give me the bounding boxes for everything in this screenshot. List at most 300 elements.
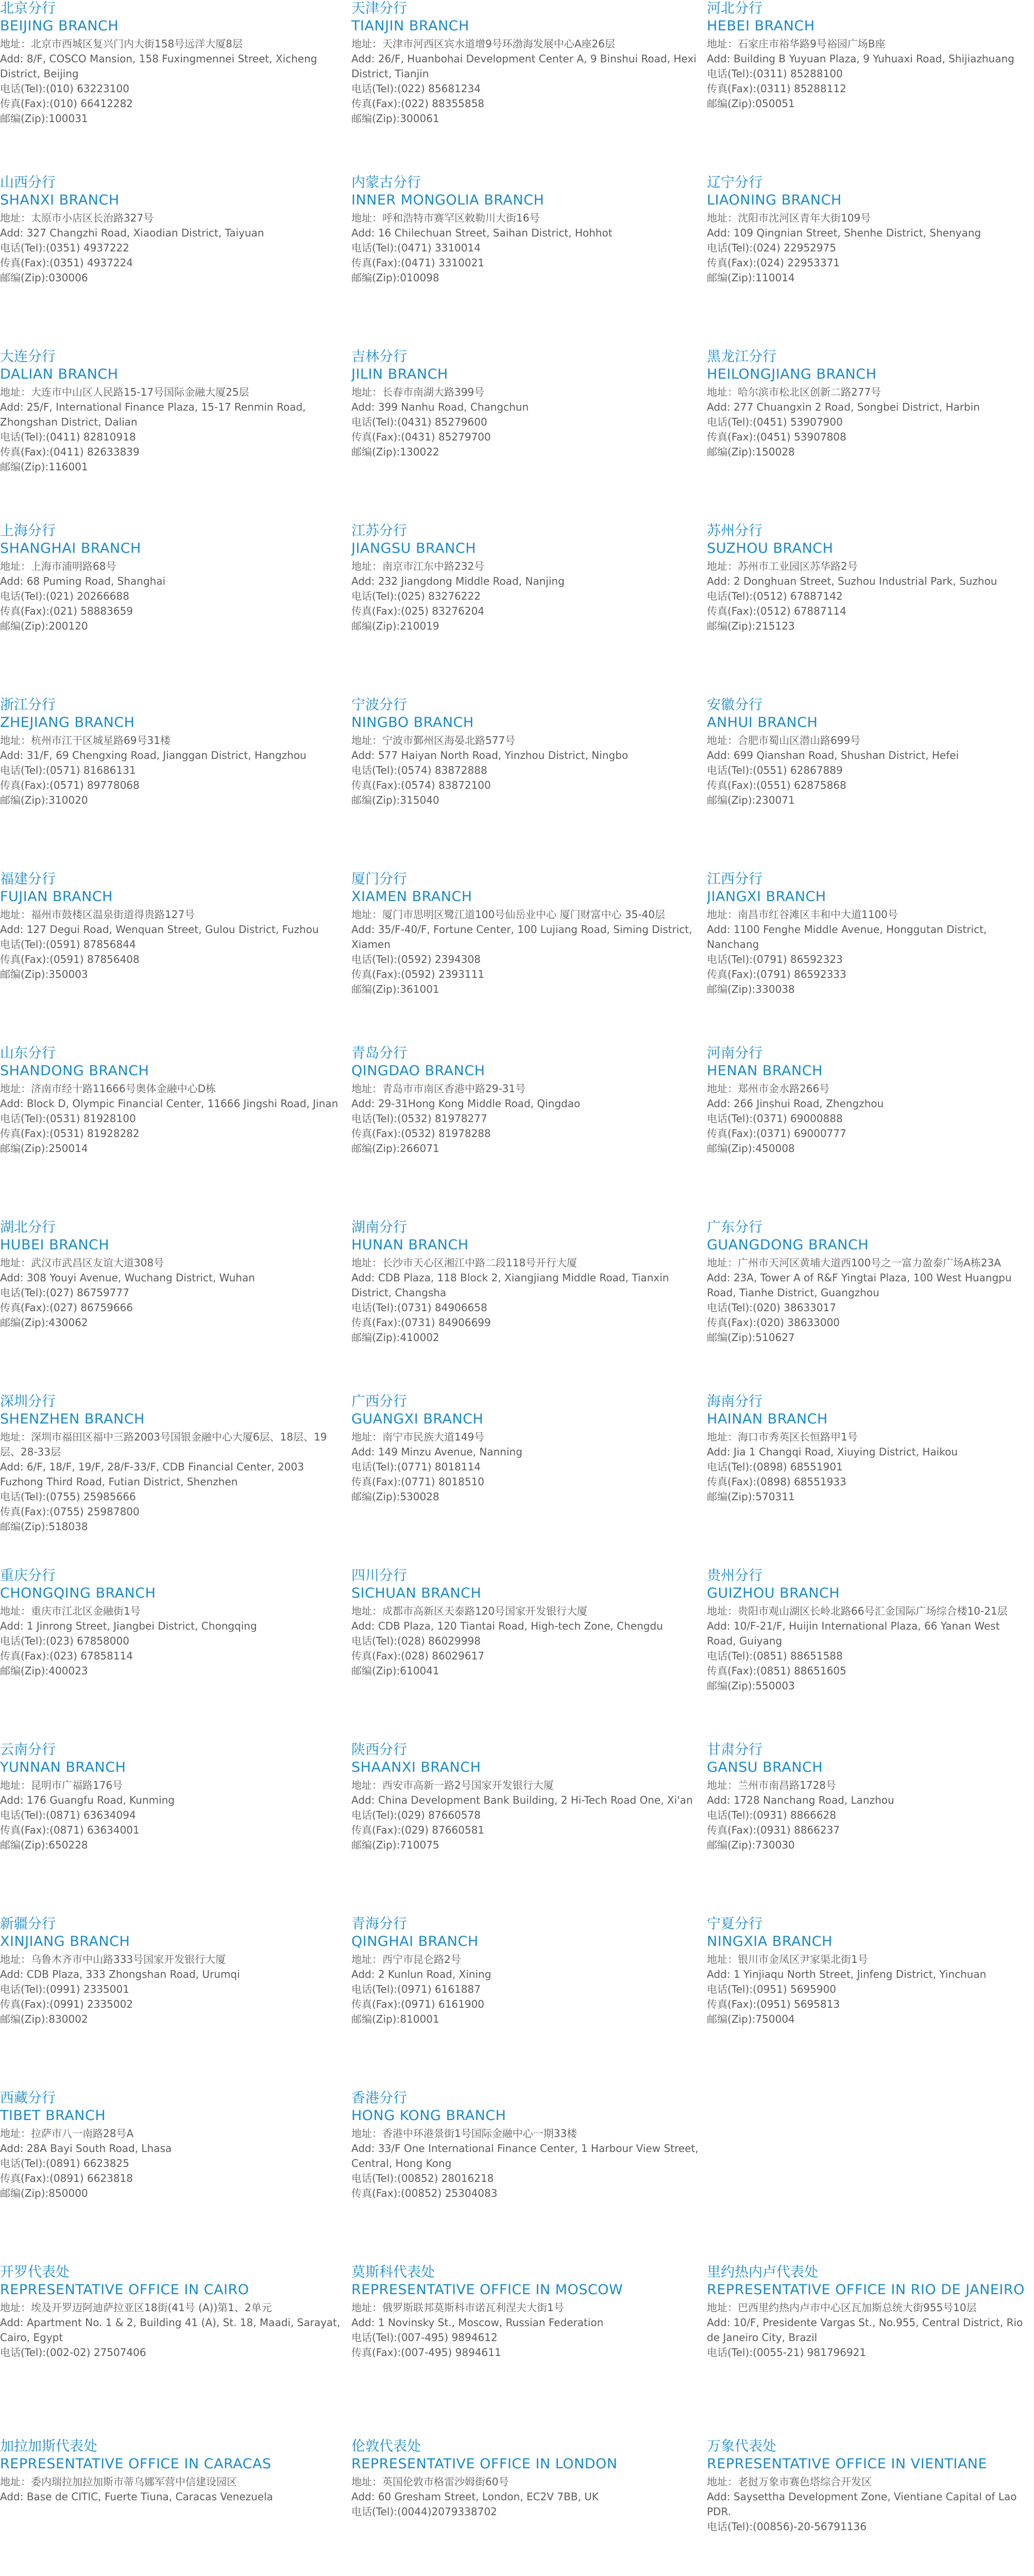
address-english: Add: Block D, Olympic Financial Center, 11666 Jingshi Road, Jinan [0,1097,338,1110]
phone-number: 电话(Tel):(0731) 84906658 [351,1301,487,1314]
zip-code: 邮编(Zip):510627 [707,1331,795,1344]
zip-code: 邮编(Zip):570311 [707,1490,795,1503]
phone-number: 电话(Tel):(021) 20266688 [0,590,129,602]
branch-name-english: DALIAN BRANCH [0,366,118,382]
address-english: Add: 2 Kunlun Road, Xining [351,1968,491,1980]
address-chinese: 地址：成都市高新区天泰路120号国家开发银行大厦 [351,1605,588,1617]
address-chinese: 地址：哈尔滨市松北区创新二路277号 [707,386,882,398]
branch-entry [707,348,1034,522]
branch-name-english: HEBEI BRANCH [707,18,815,34]
address-chinese: 地址：南京市江东中路232号 [351,560,485,572]
branch-name-english: HUBEI BRANCH [0,1237,110,1253]
branch-name-chinese: 辽宁分行 [707,175,762,191]
address-english: Add: 1 Novinsky St., Moscow, Russian Federation [351,2316,604,2329]
address-english: Add: China Development Bank Building, 2 Hi-Tech Road One, Xi'an [351,1794,693,1806]
branch-name-chinese: 香港分行 [351,2090,407,2106]
zip-code: 邮编(Zip):150028 [707,446,795,458]
address-chinese: 地址：西安市高新一路2号国家开发银行大厦 [351,1779,554,1791]
address-chinese: 地址：长沙市天心区湘江中路二段118号开行大厦 [351,1257,578,1269]
branch-entry [351,1219,707,1393]
branch-name-chinese: 西藏分行 [0,2090,56,2106]
zip-code: 邮编(Zip):530028 [351,1490,439,1503]
zip-code: 邮编(Zip):050051 [707,97,795,110]
branch-name-english: SHENZHEN BRANCH [0,1411,145,1427]
address-chinese: 地址：埃及开罗迈阿迪萨拉亚区18街(41号 (A))第1、2单元 [0,2301,272,2314]
address-english: Add: 68 Puming Road, Shanghai [0,575,166,587]
branch-name-chinese: 北京分行 [0,1,56,16]
address-chinese: 地址：深圳市福田区福中三路2003号国银金融中心大厦6层、18层、19层、28-33层 [0,1431,327,1458]
address-chinese: 地址：拉萨市八一南路28号A [0,2127,134,2140]
branch-name-chinese: 莫斯科代表处 [351,2264,435,2280]
fax-number: 传真(Fax):(0771) 8018510 [351,1476,485,1488]
address-english: Add: 26/F, Huanbohai Development Center A, 9 Binshui Road, Hexi District, Tianjin [351,53,697,80]
fax-number: 传真(Fax):(0755) 25987800 [0,1505,140,1518]
phone-number: 电话(Tel):(0551) 62867889 [707,764,843,776]
address-chinese: 地址：武汉市武昌区友谊大道308号 [0,1257,164,1269]
phone-number: 电话(Tel):(027) 86759777 [0,1286,129,1299]
address-english: Add: 16 Chilechuan Street, Saihan District, Hohhot [351,227,613,239]
zip-code: 邮编(Zip):730030 [707,1839,795,1851]
address-english: Add: 10/F-21/F, Huijin International Plaza, 66 Yanan West Road, Guiyang [707,1620,1000,1647]
address-chinese: 地址：郑州市金水路266号 [707,1082,830,1095]
branch-name-chinese: 江苏分行 [351,523,407,539]
fax-number: 传真(Fax):(023) 67858114 [0,1650,133,1662]
address-english: Add: 1100 Fenghe Middle Avenue, Honggutan District, Nanchang [707,923,987,951]
branch-name-chinese: 宁波分行 [351,697,407,713]
fax-number: 传真(Fax):(0551) 62875868 [707,779,846,791]
representative-office-entry [351,2438,707,2576]
address-english: Add: 25/F, International Finance Plaza, 15-17 Renmin Road, Zhongshan District, Dalian [0,401,306,428]
branch-entry [0,1741,351,1916]
branch-name-chinese: 四川分行 [351,1568,407,1584]
branch-name-chinese: 厦门分行 [351,871,407,887]
phone-number: 电话(Tel):(010) 63223100 [0,82,129,95]
branch-entry [0,522,351,697]
branch-name-chinese: 山西分行 [0,175,56,191]
branch-entry [707,1045,1034,1219]
branch-name-chinese: 万象代表处 [707,2438,776,2454]
branch-entry [0,174,351,348]
address-english: Add: 109 Qingnian Street, Shenhe District, Shenyang [707,227,981,239]
address-english: Add: 1 Jinrong Street, Jiangbei District, Chongqing [0,1620,257,1632]
fax-number: 传真(Fax):(024) 22953371 [707,257,840,269]
zip-code: 邮编(Zip):450008 [707,1142,795,1155]
branch-name-english: REPRESENTATIVE OFFICE IN CAIRO [0,2282,249,2298]
phone-number: 电话(Tel):(0971) 6161887 [351,1983,481,1995]
branch-name-english: XINJIANG BRANCH [0,1934,130,1950]
phone-number: 电话(Tel):(00856)-20-56791136 [707,2520,867,2533]
fax-number: 传真(Fax):(0851) 88651605 [707,1665,846,1677]
branch-entry [351,1567,707,1741]
fax-number: 传真(Fax):(0512) 67887114 [707,605,846,617]
phone-number: 电话(Tel):(0055-21) 981796921 [707,2346,867,2359]
phone-number: 电话(Tel):(007-495) 9894612 [351,2331,498,2344]
fax-number: 传真(Fax):(0431) 85279700 [351,431,491,443]
phone-number: 电话(Tel):(0532) 81978277 [351,1112,487,1125]
phone-number: 电话(Tel):(023) 67858000 [0,1635,129,1647]
address-english: Add: Apartment No. 1 & 2, Building 41 (A), St. 18, Maadi, Sarayat, Cairo, Egypt [0,2316,341,2344]
fax-number: 传真(Fax):(0991) 2335002 [0,1998,133,2010]
fax-number: 传真(Fax):(027) 86759666 [0,1301,133,1314]
fax-number: 传真(Fax):(0791) 86592333 [707,968,846,980]
branch-name-chinese: 宁夏分行 [707,1916,762,1932]
branch-name-english: GUANGDONG BRANCH [707,1237,869,1253]
branch-name-english: YUNNAN BRANCH [0,1759,126,1775]
branch-name-chinese: 甘肃分行 [707,1742,762,1758]
zip-code: 邮编(Zip):830002 [0,2013,88,2025]
branch-name-chinese: 陕西分行 [351,1742,407,1758]
branch-entry [0,1045,351,1219]
branch-name-english: JIANGXI BRANCH [707,889,826,905]
address-english: Add: 149 Minzu Avenue, Nanning [351,1446,522,1458]
address-chinese: 地址：杭州市江干区城星路69号31楼 [0,734,171,747]
address-english: Add: CDB Plaza, 118 Block 2, Xiangjiang Middle Road, Tianxin District, Changsha [351,1272,669,1299]
branch-entry [0,2090,351,2264]
address-chinese: 地址：巴西里约热内卢市中心区瓦加斯总统大街955号10层 [707,2301,977,2314]
branch-entry [0,0,351,174]
address-english: Add: 277 Chuangxin 2 Road, Songbei District, Harbin [707,401,980,413]
branch-name-english: SHANXI BRANCH [0,192,120,208]
zip-code: 邮编(Zip):810001 [351,2013,439,2025]
fax-number: 传真(Fax):(0311) 85288112 [707,82,846,95]
fax-number: 传真(Fax):(0871) 63634001 [0,1824,140,1836]
zip-code: 邮编(Zip):200120 [0,620,88,632]
phone-number: 电话(Tel):(0931) 8866628 [707,1809,836,1821]
branch-entry [0,348,351,522]
address-chinese: 地址：南昌市红谷滩区丰和中大道1100号 [707,908,898,921]
branch-name-english: REPRESENTATIVE OFFICE IN CARACAS [0,2456,272,2472]
address-chinese: 地址：香港中环港景街1号国际金融中心一期33楼 [351,2127,578,2140]
phone-number: 电话(Tel):(0351) 4937222 [0,242,129,254]
address-english: Add: CDB Plaza, 333 Zhongshan Road, Urumqi [0,1968,240,1980]
address-chinese: 地址：英国伦敦市格雷沙姆街60号 [351,2476,509,2488]
branch-name-english: TIBET BRANCH [0,2108,106,2124]
address-english: Add: 577 Haiyan North Road, Yinzhou District, Ningbo [351,749,629,761]
branch-name-english: JILIN BRANCH [351,366,448,382]
zip-code: 邮编(Zip):610041 [351,1665,439,1677]
zip-code: 邮编(Zip):230071 [707,794,795,806]
address-english: Add: 399 Nanhu Road, Changchun [351,401,529,413]
fax-number: 传真(Fax):(025) 83276204 [351,605,485,617]
zip-code: 邮编(Zip):215123 [707,620,795,632]
zip-code: 邮编(Zip):400023 [0,1665,88,1677]
phone-number: 电话(Tel):(0411) 82810918 [0,431,136,443]
branch-name-english: GANSU BRANCH [707,1759,823,1775]
branch-name-chinese: 黑龙江分行 [707,349,776,365]
address-chinese: 地址：广州市天河区黄埔大道西100号之一富力盈泰广场A栋23A [707,1257,1001,1269]
phone-number: 电话(Tel):(00852) 28016218 [351,2172,494,2184]
branch-name-english: SHANDONG BRANCH [0,1063,149,1079]
branch-name-chinese: 开罗代表处 [0,2264,70,2280]
branch-entry [707,1567,1034,1741]
address-chinese: 地址：长春市南湖大路399号 [351,386,485,398]
branch-name-english: SHANGHAI BRANCH [0,540,141,556]
branch-name-chinese: 广西分行 [351,1394,407,1410]
branch-entry [351,697,707,871]
address-chinese: 地址：上海市浦明路68号 [0,560,116,572]
zip-code: 邮编(Zip):330038 [707,983,795,995]
address-english: Add: 232 Jiangdong Middle Road, Nanjing [351,575,565,587]
zip-code: 邮编(Zip):266071 [351,1142,439,1155]
address-chinese: 地址：石家庄市裕华路9号裕园广场B座 [707,38,886,50]
fax-number: 传真(Fax):(020) 38633000 [707,1316,840,1329]
branch-name-english: NINGXIA BRANCH [707,1934,833,1950]
branch-entry [707,1219,1034,1393]
branch-name-chinese: 大连分行 [0,349,56,365]
branch-name-english: QINGDAO BRANCH [351,1063,485,1079]
address-chinese: 地址：青岛市市南区香港中路29-31号 [351,1082,526,1095]
address-chinese: 地址：海口市秀英区长恒路甲1号 [707,1431,858,1443]
address-english: Add: 2 Donghuan Street, Suzhou Industrial Park, Suzhou [707,575,997,587]
address-chinese: 地址：沈阳市沈河区青年大街109号 [707,212,871,224]
branch-entry [351,1045,707,1219]
branch-entry [707,871,1034,1045]
fax-number: 传真(Fax):(0571) 89778068 [0,779,140,791]
fax-number: 传真(Fax):(0951) 5695813 [707,1998,840,2010]
phone-number: 电话(Tel):(028) 86029998 [351,1635,481,1647]
branch-name-chinese: 浙江分行 [0,697,56,713]
phone-number: 电话(Tel):(0512) 67887142 [707,590,843,602]
branch-name-chinese: 新疆分行 [0,1916,56,1932]
branch-name-english: QINGHAI BRANCH [351,1934,479,1950]
address-english: Add: 327 Changzhi Road, Xiaodian District, Taiyuan [0,227,264,239]
zip-code: 邮编(Zip):315040 [351,794,439,806]
phone-number: 电话(Tel):(0591) 87856844 [0,938,136,951]
branch-entry [351,1741,707,1916]
phone-number: 电话(Tel):(0791) 86592323 [707,953,843,965]
address-english: Add: 23A, Tower A of R&F Yingtai Plaza, 100 West Huangpu Road, Tianhe District, Guangzhou [707,1272,1012,1299]
branch-name-english: GUIZHOU BRANCH [707,1585,840,1601]
address-english: Add: Base de CITIC, Fuerte Tiuna, Caracas Venezuela [0,2490,273,2503]
address-english: Add: 28A Bayi South Road, Lhasa [0,2142,172,2155]
address-chinese: 地址：重庆市江北区金融街1号 [0,1605,141,1617]
branch-name-chinese: 江西分行 [707,871,762,887]
branch-name-english: TIANJIN BRANCH [351,18,469,34]
branch-name-chinese: 山东分行 [0,1045,56,1061]
branch-name-english: HONG KONG BRANCH [351,2108,506,2124]
branch-name-chinese: 重庆分行 [0,1568,56,1584]
address-chinese: 地址：厦门市思明区鹭江道100号仙岳业中心 厦门财富中心 35-40层 [351,908,666,921]
address-english: Add: 1728 Nanchang Road, Lanzhou [707,1794,894,1806]
zip-code: 邮编(Zip):130022 [351,446,439,458]
branch-name-english: REPRESENTATIVE OFFICE IN VIENTIANE [707,2456,988,2472]
branch-entry [707,522,1034,697]
branch-name-chinese: 湖北分行 [0,1219,56,1235]
branch-entry [707,1916,1034,2090]
branch-entry [0,1567,351,1741]
zip-code: 邮编(Zip):116001 [0,461,88,473]
zip-code: 邮编(Zip):310020 [0,794,88,806]
branch-name-english: SICHUAN BRANCH [351,1585,482,1601]
address-english: Add: 6/F, 18/F, 19/F, 28/F-33/F, CDB Financial Center, 2003 Fuzhong Third Road, Futian District, Shenzhen [0,1461,304,1488]
address-english: Add: 60 Gresham Street, London, EC2V 7BB, UK [351,2490,599,2503]
branch-entry [707,174,1034,348]
fax-number: 传真(Fax):(0898) 68551933 [707,1476,846,1488]
address-chinese: 地址：老挝万象市赛色塔综合开发区 [707,2476,872,2488]
branch-name-english: REPRESENTATIVE OFFICE IN MOSCOW [351,2282,623,2298]
address-english: Add: 29-31Hong Kong Middle Road, Qingdao [351,1097,581,1110]
fax-number: 传真(Fax):(0574) 83872100 [351,779,491,791]
zip-code: 邮编(Zip):430062 [0,1316,88,1329]
fax-number: 传真(Fax):(007-495) 9894611 [351,2346,501,2359]
address-english: Add: 266 Jinshui Road, Zhengzhou [707,1097,884,1110]
branch-name-chinese: 海南分行 [707,1394,762,1410]
address-chinese: 地址：合肥市蜀山区潜山路699号 [707,734,861,747]
branch-name-chinese: 河南分行 [707,1045,762,1061]
branch-entry [351,2090,707,2264]
branch-name-chinese: 贵州分行 [707,1568,762,1584]
branch-name-english: LIAONING BRANCH [707,192,842,208]
branch-entry [351,871,707,1045]
zip-code: 邮编(Zip):710075 [351,1839,439,1851]
fax-number: 传真(Fax):(0411) 82633839 [0,446,140,458]
fax-number: 传真(Fax):(0371) 69000777 [707,1127,846,1140]
representative-office-entry [707,2438,1034,2576]
branch-name-english: CHONGQING BRANCH [0,1585,156,1601]
zip-code: 邮编(Zip):010098 [351,272,439,284]
branch-entry [351,174,707,348]
branch-name-english: FUJIAN BRANCH [0,889,113,905]
branch-name-english: HEILONGJIANG BRANCH [707,366,877,382]
zip-code: 邮编(Zip):550003 [707,1680,795,1692]
zip-code: 邮编(Zip):410002 [351,1331,439,1344]
phone-number: 电话(Tel):(029) 87660578 [351,1809,481,1821]
fax-number: 传真(Fax):(0531) 81928282 [0,1127,140,1140]
branch-name-english: ANHUI BRANCH [707,715,818,731]
address-chinese: 地址：福州市鼓楼区温泉街道得贵路127号 [0,908,195,921]
address-chinese: 地址：济南市经十路11666号奥体金融中心D栋 [0,1082,216,1095]
branch-name-chinese: 安徽分行 [707,697,762,713]
address-english: Add: 176 Guangfu Road, Kunming [0,1794,175,1806]
branch-name-english: INNER MONGOLIA BRANCH [351,192,545,208]
address-english: Add: 35/F-40/F, Fortune Center, 100 Lujiang Road, Siming District, Xiamen [351,923,692,951]
branch-name-chinese: 吉林分行 [351,349,407,365]
phone-number: 电话(Tel):(025) 83276222 [351,590,481,602]
branch-name-chinese: 云南分行 [0,1742,56,1758]
phone-number: 电话(Tel):(0311) 85288100 [707,67,843,80]
branch-name-english: JIANGSU BRANCH [351,540,477,556]
branch-name-chinese: 河北分行 [707,1,762,16]
fax-number: 传真(Fax):(0471) 3310021 [351,257,485,269]
phone-number: 电话(Tel):(024) 22952975 [707,242,836,254]
phone-number: 电话(Tel):(0592) 2394308 [351,953,481,965]
fax-number: 传真(Fax):(00852) 25304083 [351,2187,498,2199]
branch-entry [0,697,351,871]
phone-number: 电话(Tel):(0431) 85279600 [351,416,487,428]
fax-number: 传真(Fax):(0532) 81978288 [351,1127,491,1140]
representative-office-entry [351,2264,707,2438]
zip-code: 邮编(Zip):110014 [707,272,795,284]
address-chinese: 地址：大连市中山区人民路15-17号国际金融大厦25层 [0,386,249,398]
address-chinese: 地址：昆明市广福路176号 [0,1779,123,1791]
branch-name-chinese: 内蒙古分行 [351,175,421,191]
address-english: Add: 308 Youyi Avenue, Wuchang District, Wuhan [0,1272,255,1284]
branch-entry [0,871,351,1045]
branch-name-english: GUANGXI BRANCH [351,1411,484,1427]
address-chinese: 地址：乌鲁木齐市中山路333号国家开发银行大厦 [0,1953,226,1965]
fax-number: 传真(Fax):(0891) 6623818 [0,2172,133,2184]
phone-number: 电话(Tel):(0771) 8018114 [351,1461,481,1473]
branch-entry [351,1916,707,2090]
address-chinese: 地址：太原市小店区长治路327号 [0,212,154,224]
fax-number: 传真(Fax):(021) 58883659 [0,605,133,617]
address-english: Add: 1 Yinjiaqu North Street, Jinfeng District, Yinchuan [707,1968,987,1980]
phone-number: 电话(Tel):(020) 38633017 [707,1301,836,1314]
branch-entry [351,1393,707,1567]
address-english: Add: 8/F, COSCO Mansion, 158 Fuxingmennei Street, Xicheng District, Beijing [0,53,317,80]
address-chinese: 地址：俄罗斯联邦莫斯科市诺瓦利涅夫大街1号 [351,2301,564,2314]
branch-name-english: NINGBO BRANCH [351,715,474,731]
zip-code: 邮编(Zip):030006 [0,272,88,284]
branch-name-english: HUNAN BRANCH [351,1237,469,1253]
address-english: Add: 31/F, 69 Chengxing Road, Jianggan District, Hangzhou [0,749,307,761]
zip-code: 邮编(Zip):518038 [0,1520,88,1533]
branch-name-chinese: 青岛分行 [351,1045,407,1061]
branch-entry [707,1741,1034,1916]
address-chinese: 地址：委内瑞拉加拉加斯市蒂乌娜军营中信建设园区 [0,2476,237,2488]
branch-entry [0,1916,351,2090]
fax-number: 传真(Fax):(028) 86029617 [351,1650,485,1662]
branch-name-chinese: 天津分行 [351,1,407,16]
representative-office-entry [0,2438,351,2576]
branch-entry [707,1393,1034,1567]
address-english: Add: Saysettha Development Zone, Vientiane Capital of Lao PDR. [707,2490,1017,2518]
zip-code: 邮编(Zip):650228 [0,1839,88,1851]
phone-number: 电话(Tel):(0898) 68551901 [707,1461,843,1473]
branch-entry [707,697,1034,871]
phone-number: 电话(Tel):(0871) 63634094 [0,1809,136,1821]
branch-name-chinese: 上海分行 [0,523,56,539]
phone-number: 电话(Tel):(0571) 81686131 [0,764,136,776]
phone-number: 电话(Tel):(0471) 3310014 [351,242,481,254]
branch-name-english: HAINAN BRANCH [707,1411,828,1427]
zip-code: 邮编(Zip):300061 [351,112,439,125]
branch-name-chinese: 苏州分行 [707,523,762,539]
branch-entry [351,0,707,174]
address-chinese: 地址：苏州市工业园区苏华路2号 [707,560,858,572]
fax-number: 传真(Fax):(0351) 4937224 [0,257,133,269]
representative-office-entry [707,2264,1034,2438]
phone-number: 电话(Tel):(0755) 25985666 [0,1490,136,1503]
phone-number: 电话(Tel):(0044)2079338702 [351,2505,497,2518]
phone-number: 电话(Tel):(0451) 53907900 [707,416,843,428]
address-english: Add: 127 Degui Road, Wenquan Street, Gulou District, Fuzhou [0,923,319,936]
phone-number: 电话(Tel):(0531) 81928100 [0,1112,136,1125]
address-chinese: 地址：宁波市鄞州区海晏北路577号 [351,734,516,747]
branch-name-english: SHAANXI BRANCH [351,1759,481,1775]
fax-number: 传真(Fax):(022) 88355858 [351,97,485,110]
branch-name-english: ZHEJIANG BRANCH [0,715,135,731]
phone-number: 电话(Tel):(022) 85681234 [351,82,481,95]
fax-number: 传真(Fax):(029) 87660581 [351,1824,485,1836]
zip-code: 邮编(Zip):850000 [0,2187,88,2199]
branch-name-english: BEIJING BRANCH [0,18,119,34]
branch-name-chinese: 湖南分行 [351,1219,407,1235]
fax-number: 传真(Fax):(0591) 87856408 [0,953,140,965]
branch-entry [0,1393,351,1567]
address-english: Add: 10/F, Presidente Vargas St., No.955, Central District, Rio de Janeiro City, Brazil [707,2316,1023,2344]
branch-entry [351,522,707,697]
fax-number: 传真(Fax):(0931) 8866237 [707,1824,840,1836]
address-chinese: 地址：呼和浩特市赛罕区敕勒川大街16号 [351,212,540,224]
branch-name-english: HENAN BRANCH [707,1063,823,1079]
phone-number: 电话(Tel):(0851) 88651588 [707,1650,843,1662]
branch-entry [0,1219,351,1393]
address-chinese: 地址：贵阳市观山湖区长岭北路66号汇金国际广场综合楼10-21层 [707,1605,1008,1617]
branch-name-chinese: 里约热内卢代表处 [707,2264,818,2280]
phone-number: 电话(Tel):(0951) 5695900 [707,1983,836,1995]
branch-entry [707,0,1034,174]
